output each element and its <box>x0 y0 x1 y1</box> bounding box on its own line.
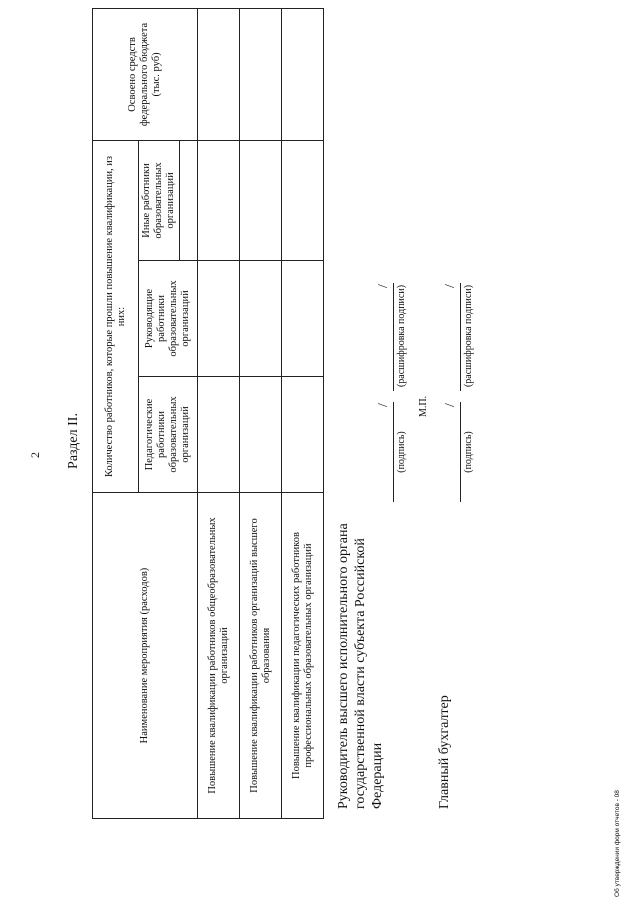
signature-caption: (подпись) <box>463 431 474 473</box>
header-row-1 <box>93 8 139 818</box>
row-cell <box>240 377 282 493</box>
signatory-title: Руководитель высшего исполнительного органа государственной власти субъекта Российской Федерации <box>336 523 385 809</box>
row-cell <box>198 377 240 493</box>
row-cell <box>240 261 282 377</box>
section-title: Раздел II. <box>66 413 81 469</box>
header-others: Иные работники образовательных организаций <box>139 140 180 260</box>
row-cell <box>282 8 324 140</box>
row-cell <box>198 8 240 140</box>
row-cell <box>240 140 282 260</box>
footer-note: Об утверждении форм отчетов - 08 <box>614 790 621 897</box>
header-others-cont <box>180 140 198 260</box>
row-cell <box>282 261 324 377</box>
accountant-title: Главный бухгалтер <box>437 695 452 809</box>
signature-line <box>393 402 394 502</box>
header-heads: Руководящие работники образовательных организаций <box>139 261 198 377</box>
header-count-group: Количество работников, которые прошли повышение квалификации, из них: <box>93 140 139 492</box>
header-funds: Освоено средств федерального бюджета (тыс. руб) <box>93 8 198 140</box>
separator-slash: / <box>376 284 391 288</box>
table-row <box>198 8 240 818</box>
row-activity: Повышение квалификации педагогических работников профессиональных образовательных организаций <box>282 493 324 819</box>
row-cell <box>282 377 324 493</box>
row-cell <box>282 140 324 260</box>
signature-caption: (подпись) <box>396 431 407 473</box>
decoding-line <box>460 283 461 391</box>
table-row <box>282 8 324 818</box>
signature-line <box>460 402 461 502</box>
stamp-label: М.П. <box>418 395 429 417</box>
row-cell <box>198 140 240 260</box>
row-activity: Повышение квалификации работников организаций высшего образования <box>240 493 282 819</box>
separator-slash: / <box>376 403 391 407</box>
row-cell <box>240 8 282 140</box>
header-teachers: Педагогические работники образовательных организаций <box>139 377 198 493</box>
decoding-caption: (расшифровка подписи) <box>463 284 474 388</box>
decoding-caption: (расшифровка подписи) <box>396 284 407 388</box>
header-activity: Наименование мероприятия (расходов) <box>93 493 198 819</box>
table-row <box>240 8 282 818</box>
report-table <box>92 8 324 819</box>
separator-slash: / <box>443 403 458 407</box>
row-activity: Повышение квалификации работников общеобразовательных организаций <box>198 493 240 819</box>
decoding-line <box>393 283 394 391</box>
row-cell <box>198 261 240 377</box>
separator-slash: / <box>443 284 458 288</box>
page-number: 2 <box>28 452 42 458</box>
